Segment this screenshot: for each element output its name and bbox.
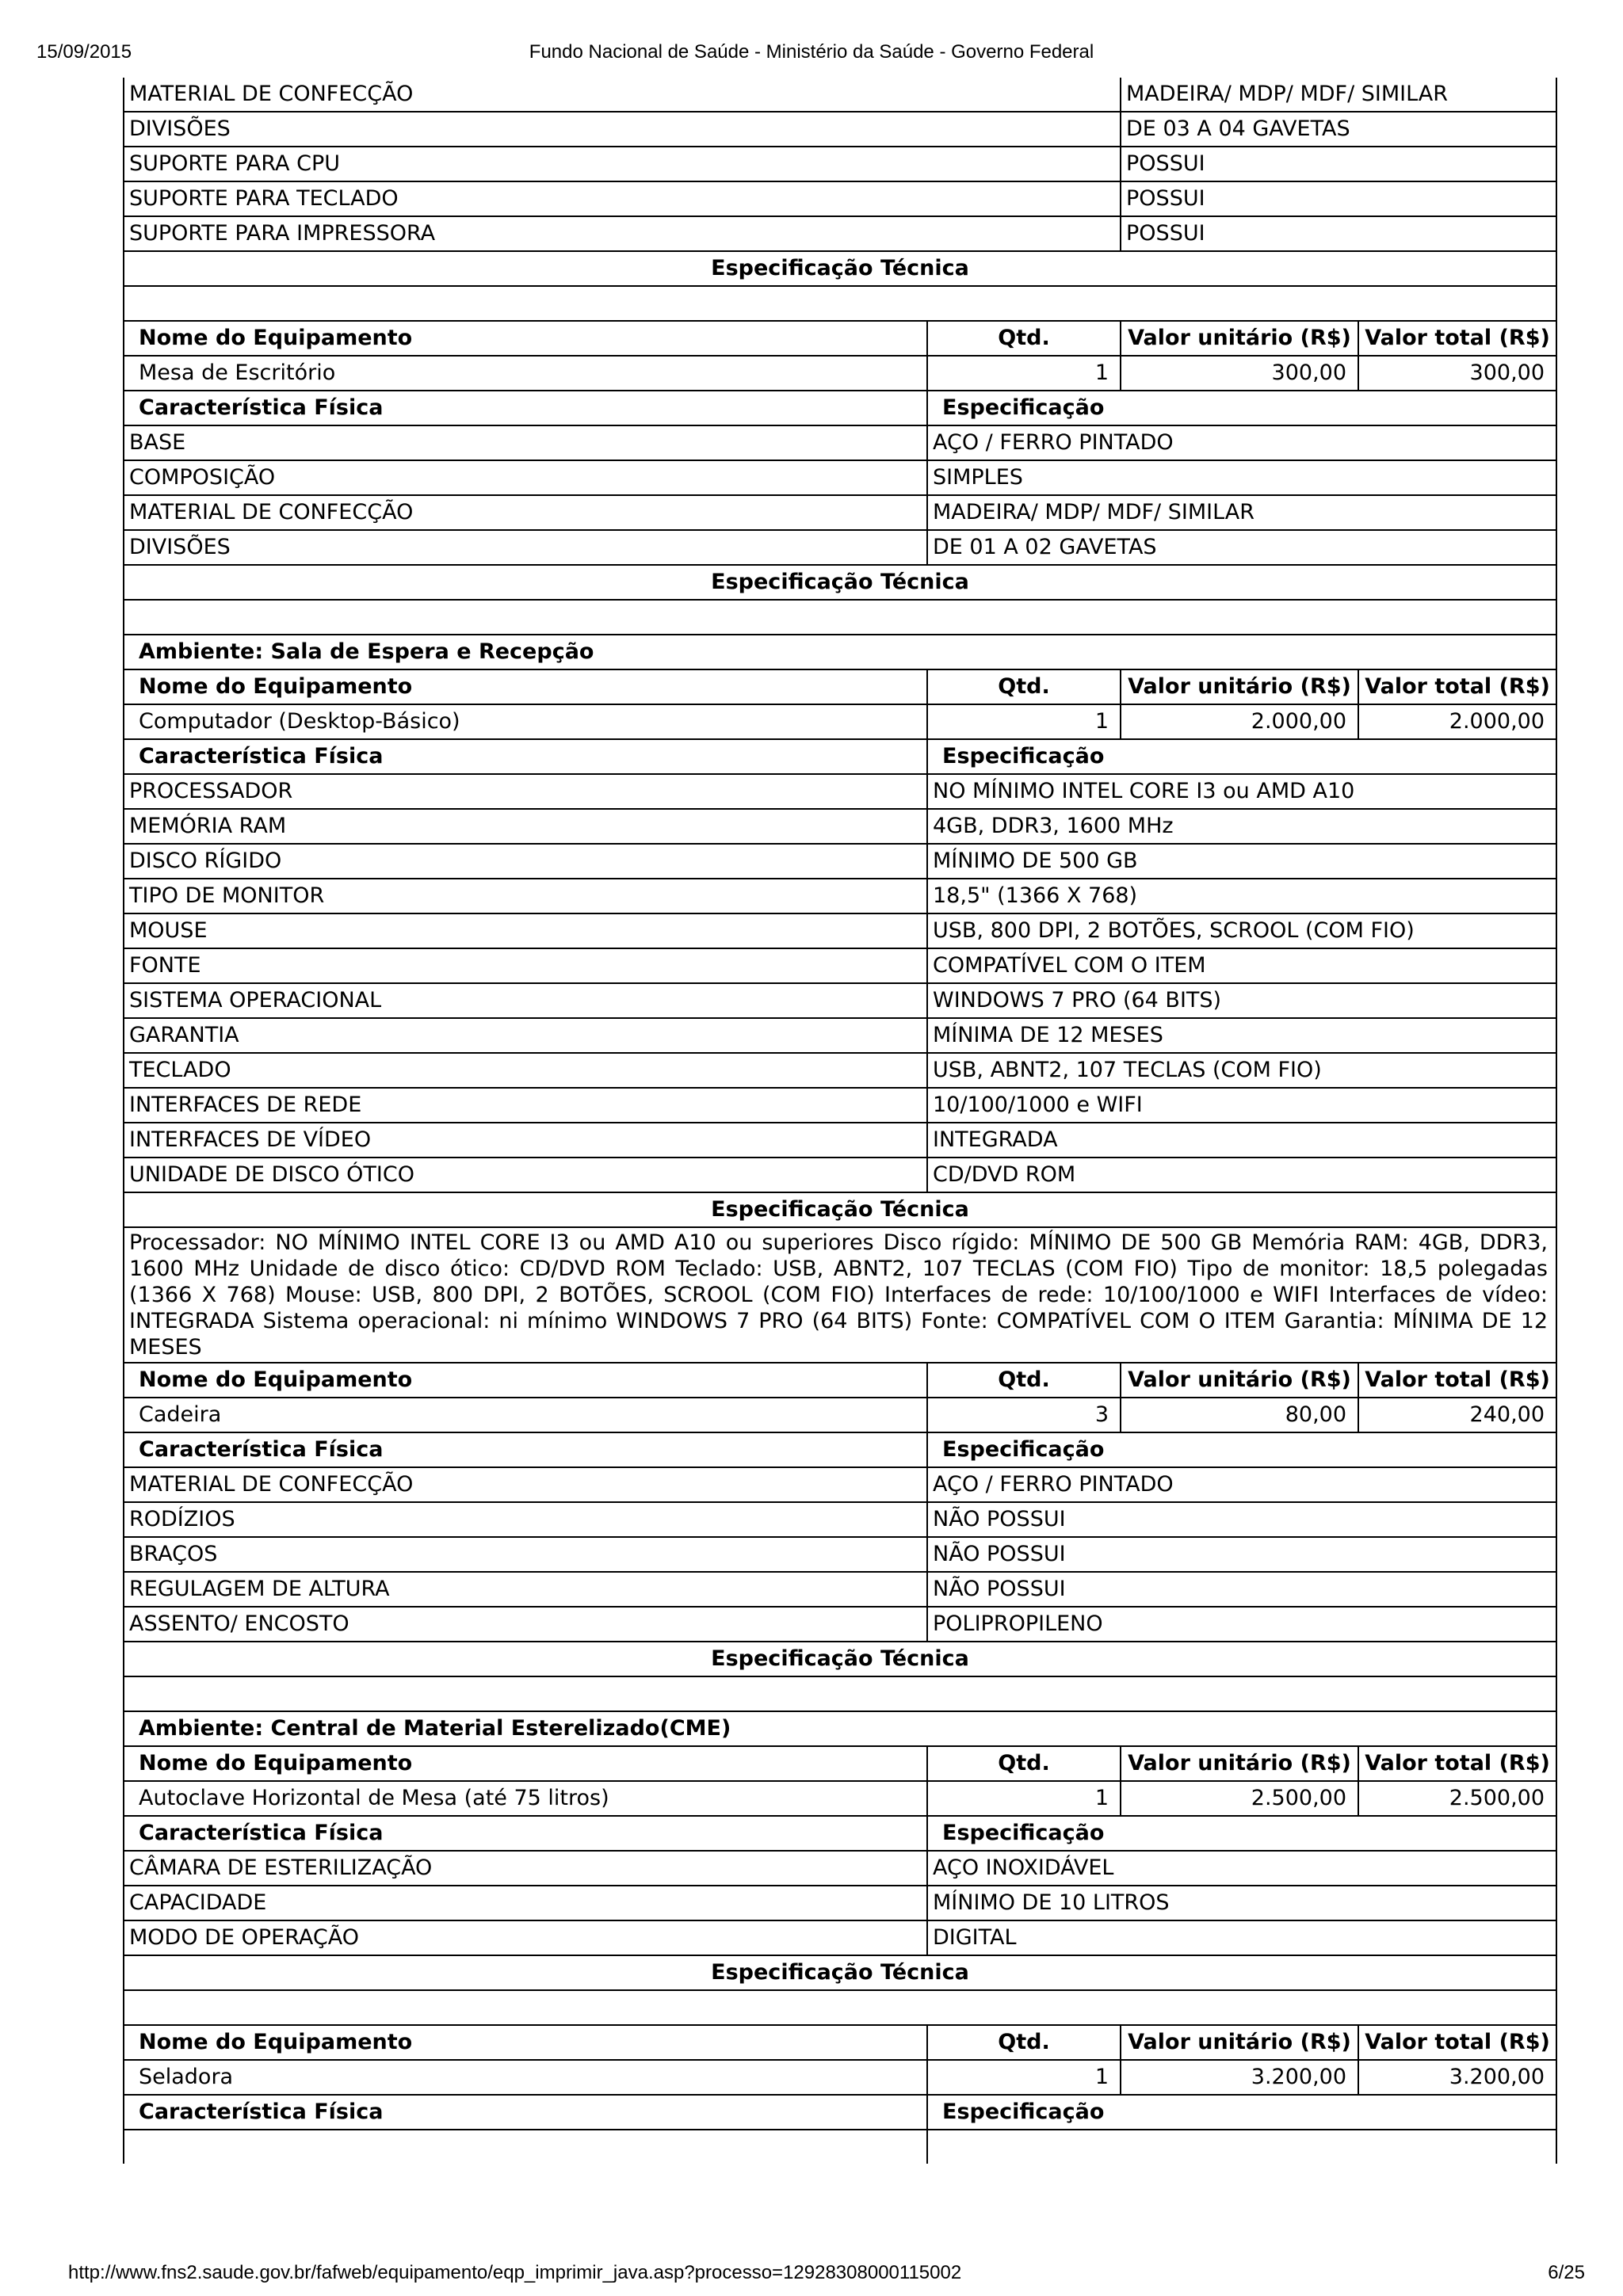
spec-row bbox=[124, 181, 1556, 216]
col-valor-unitario: Valor unitário (R$) bbox=[1121, 2025, 1358, 2060]
spec-row bbox=[124, 1123, 1556, 1158]
tech-spec-heading: Especificação Técnica bbox=[124, 1642, 1556, 1676]
col-valor-unitario: Valor unitário (R$) bbox=[1121, 1363, 1358, 1398]
col-qtd: Qtd. bbox=[927, 1746, 1121, 1781]
spec-key: FONTE bbox=[124, 948, 927, 983]
equipment-unit-price: 2.000,00 bbox=[1121, 704, 1358, 739]
spec-key: DIVISÕES bbox=[124, 530, 927, 565]
spec-row bbox=[124, 216, 1556, 251]
spec-value: WINDOWS 7 PRO (64 BITS) bbox=[927, 983, 1556, 1018]
col-especificacao: Especificação bbox=[927, 391, 1556, 425]
equipment-total-price: 300,00 bbox=[1358, 356, 1556, 391]
page-number: 6/25 bbox=[1548, 2262, 1585, 2283]
equipment-total-price: 2.000,00 bbox=[1358, 704, 1556, 739]
spec-key: GARANTIA bbox=[124, 1018, 927, 1053]
col-valor-total: Valor total (R$) bbox=[1358, 321, 1556, 356]
spec-row bbox=[124, 1467, 1556, 1502]
spec-row bbox=[124, 1053, 1556, 1088]
spec-value: USB, ABNT2, 107 TECLAS (COM FIO) bbox=[927, 1053, 1556, 1088]
spec-header-row bbox=[124, 739, 1556, 774]
col-nome: Nome do Equipamento bbox=[124, 1363, 927, 1398]
spec-row bbox=[124, 1018, 1556, 1053]
spec-value: DE 03 A 04 GAVETAS bbox=[1121, 112, 1556, 147]
col-nome: Nome do Equipamento bbox=[124, 669, 927, 704]
spec-row bbox=[124, 1088, 1556, 1123]
spec-key: ASSENTO/ ENCOSTO bbox=[124, 1607, 927, 1642]
spec-row bbox=[124, 78, 1556, 112]
equipment-unit-price: 300,00 bbox=[1121, 356, 1358, 391]
equipment-qty: 1 bbox=[927, 356, 1121, 391]
equipment-unit-price: 2.500,00 bbox=[1121, 1781, 1358, 1816]
spec-key: TIPO DE MONITOR bbox=[124, 879, 927, 913]
spec-key: COMPOSIÇÃO bbox=[124, 460, 927, 495]
spec-key: UNIDADE DE DISCO ÓTICO bbox=[124, 1158, 927, 1192]
spec-row bbox=[124, 1572, 1556, 1607]
spec-key: MEMÓRIA RAM bbox=[124, 809, 927, 844]
col-nome: Nome do Equipamento bbox=[124, 1746, 927, 1781]
equipment-header-row bbox=[124, 669, 1556, 704]
spec-value: AÇO / FERRO PINTADO bbox=[927, 1467, 1556, 1502]
spec-value: COMPATÍVEL COM O ITEM bbox=[927, 948, 1556, 983]
spec-value: 10/100/1000 e WIFI bbox=[927, 1088, 1556, 1123]
spec-row bbox=[124, 879, 1556, 913]
col-caracteristica: Característica Física bbox=[124, 1432, 927, 1467]
tech-spec-heading: Especificação Técnica bbox=[124, 1192, 1556, 1227]
col-especificacao: Especificação bbox=[927, 1432, 1556, 1467]
spec-value: 4GB, DDR3, 1600 MHz bbox=[927, 809, 1556, 844]
spec-row bbox=[124, 1607, 1556, 1642]
spec-value: USB, 800 DPI, 2 BOTÕES, SCROOL (COM FIO) bbox=[927, 913, 1556, 948]
equipment-table bbox=[123, 78, 1557, 2164]
spec-key: BRAÇOS bbox=[124, 1537, 927, 1572]
spec-value: MÍNIMO DE 500 GB bbox=[927, 844, 1556, 879]
ambiente-heading: Ambiente: Sala de Espera e Recepção bbox=[124, 635, 1556, 669]
spec-key: MODO DE OPERAÇÃO bbox=[124, 1920, 927, 1955]
spec-key: MOUSE bbox=[124, 913, 927, 948]
spec-row bbox=[124, 1920, 1556, 1955]
spec-key: SUPORTE PARA CPU bbox=[124, 147, 1121, 181]
spec-key: TECLADO bbox=[124, 1053, 927, 1088]
equipment-name: Autoclave Horizontal de Mesa (até 75 litros) bbox=[124, 1781, 927, 1816]
spec-key: MATERIAL DE CONFECÇÃO bbox=[124, 495, 927, 530]
spec-row bbox=[124, 809, 1556, 844]
equipment-row bbox=[124, 356, 1556, 391]
col-caracteristica: Característica Física bbox=[124, 391, 927, 425]
equipment-qty: 1 bbox=[927, 1781, 1121, 1816]
spec-key: CÂMARA DE ESTERILIZAÇÃO bbox=[124, 1851, 927, 1886]
print-date: 15/09/2015 bbox=[36, 41, 132, 63]
spec-key: DISCO RÍGIDO bbox=[124, 844, 927, 879]
tech-spec-text bbox=[124, 286, 1556, 321]
col-qtd: Qtd. bbox=[927, 321, 1121, 356]
col-especificacao: Especificação bbox=[927, 739, 1556, 774]
spec-value: POSSUI bbox=[1121, 181, 1556, 216]
tech-spec-text bbox=[124, 1676, 1556, 1711]
spec-row bbox=[124, 1502, 1556, 1537]
page-title: Fundo Nacional de Saúde - Ministério da Saúde - Governo Federal bbox=[529, 41, 1094, 63]
col-valor-total: Valor total (R$) bbox=[1358, 1746, 1556, 1781]
tech-spec-heading: Especificação Técnica bbox=[124, 1955, 1556, 1990]
spec-value: SIMPLES bbox=[927, 460, 1556, 495]
ambiente-heading: Ambiente: Central de Material Esterelizado(CME) bbox=[124, 1711, 1556, 1746]
spec-value: 18,5" (1366 X 768) bbox=[927, 879, 1556, 913]
spec-row bbox=[124, 460, 1556, 495]
col-qtd: Qtd. bbox=[927, 2025, 1121, 2060]
spec-value: NÃO POSSUI bbox=[927, 1537, 1556, 1572]
spec-value bbox=[927, 2130, 1556, 2164]
spec-row bbox=[124, 2130, 1556, 2164]
equipment-name: Computador (Desktop-Básico) bbox=[124, 704, 927, 739]
col-valor-unitario: Valor unitário (R$) bbox=[1121, 1746, 1358, 1781]
equipment-unit-price: 80,00 bbox=[1121, 1398, 1358, 1432]
spec-value: NÃO POSSUI bbox=[927, 1572, 1556, 1607]
equipment-row bbox=[124, 704, 1556, 739]
spec-key: REGULAGEM DE ALTURA bbox=[124, 1572, 927, 1607]
spec-key: DIVISÕES bbox=[124, 112, 1121, 147]
equipment-name: Cadeira bbox=[124, 1398, 927, 1432]
spec-value: AÇO INOXIDÁVEL bbox=[927, 1851, 1556, 1886]
equipment-name: Seladora bbox=[124, 2060, 927, 2095]
spec-value: DE 01 A 02 GAVETAS bbox=[927, 530, 1556, 565]
spec-key: SUPORTE PARA TECLADO bbox=[124, 181, 1121, 216]
spec-header-row bbox=[124, 391, 1556, 425]
tech-spec-heading: Especificação Técnica bbox=[124, 251, 1556, 286]
equipment-header-row bbox=[124, 1746, 1556, 1781]
spec-key: INTERFACES DE VÍDEO bbox=[124, 1123, 927, 1158]
spec-value: AÇO / FERRO PINTADO bbox=[927, 425, 1556, 460]
spec-value: MÍNIMO DE 10 LITROS bbox=[927, 1886, 1556, 1920]
spec-value: NÃO POSSUI bbox=[927, 1502, 1556, 1537]
spec-row bbox=[124, 425, 1556, 460]
spec-value: CD/DVD ROM bbox=[927, 1158, 1556, 1192]
spec-row bbox=[124, 1158, 1556, 1192]
col-valor-total: Valor total (R$) bbox=[1358, 669, 1556, 704]
tech-spec-text bbox=[124, 1990, 1556, 2025]
equipment-header-row bbox=[124, 2025, 1556, 2060]
spec-value: MÍNIMA DE 12 MESES bbox=[927, 1018, 1556, 1053]
tech-spec-text bbox=[124, 600, 1556, 635]
spec-value: NO MÍNIMO INTEL CORE I3 ou AMD A10 bbox=[927, 774, 1556, 809]
spec-row bbox=[124, 147, 1556, 181]
spec-row bbox=[124, 774, 1556, 809]
equipment-name: Mesa de Escritório bbox=[124, 356, 927, 391]
spec-value: POSSUI bbox=[1121, 147, 1556, 181]
spec-value: MADEIRA/ MDP/ MDF/ SIMILAR bbox=[927, 495, 1556, 530]
spec-row bbox=[124, 1851, 1556, 1886]
equipment-qty: 1 bbox=[927, 2060, 1121, 2095]
col-nome: Nome do Equipamento bbox=[124, 321, 927, 356]
col-valor-unitario: Valor unitário (R$) bbox=[1121, 669, 1358, 704]
tech-spec-text: Processador: NO MÍNIMO INTEL CORE I3 ou AMD A10 ou superiores Disco rígido: MÍNIMO DE 500 GB Memória RAM: 4GB, DDR3, 1600 MHz Unidade de disco ótico: CD/DVD ROM Teclado: USB, ABNT2, 107 TECLAS (COM FIO) Tipo de monitor: 18,5 polegadas (1366 X 768) Mouse: USB, 800 DPI, 2 BOTÕES, SCROOL (COM FIO) Interfaces de rede: 10/100/1000 e WIFI Interfaces de vídeo: INTEGRADA Sistema operacional: ni mínimo WINDOWS 7 PRO (64 BITS) Fonte: COMPATÍVEL COM O ITEM Garantia: MÍNIMA DE 12 MESES bbox=[124, 1227, 1556, 1363]
spec-key: MATERIAL DE CONFECÇÃO bbox=[124, 1467, 927, 1502]
spec-row bbox=[124, 1886, 1556, 1920]
spec-key: INTERFACES DE REDE bbox=[124, 1088, 927, 1123]
equipment-row bbox=[124, 1781, 1556, 1816]
spec-key: BASE bbox=[124, 425, 927, 460]
equipment-total-price: 3.200,00 bbox=[1358, 2060, 1556, 2095]
spec-row bbox=[124, 495, 1556, 530]
spec-key: CAPACIDADE bbox=[124, 1886, 927, 1920]
page-url: http://www.fns2.saude.gov.br/fafweb/equipamento/eqp_imprimir_java.asp?processo=12928308000115002 bbox=[68, 2262, 962, 2283]
equipment-qty: 1 bbox=[927, 704, 1121, 739]
col-valor-total: Valor total (R$) bbox=[1358, 2025, 1556, 2060]
spec-row bbox=[124, 844, 1556, 879]
col-especificacao: Especificação bbox=[927, 2095, 1556, 2130]
col-caracteristica: Característica Física bbox=[124, 739, 927, 774]
spec-key: RODÍZIOS bbox=[124, 1502, 927, 1537]
col-nome: Nome do Equipamento bbox=[124, 2025, 927, 2060]
col-qtd: Qtd. bbox=[927, 669, 1121, 704]
tech-spec-heading: Especificação Técnica bbox=[124, 565, 1556, 600]
equipment-total-price: 2.500,00 bbox=[1358, 1781, 1556, 1816]
spec-row bbox=[124, 983, 1556, 1018]
equipment-header-row bbox=[124, 1363, 1556, 1398]
spec-header-row bbox=[124, 1816, 1556, 1851]
spec-header-row bbox=[124, 1432, 1556, 1467]
equipment-header-row bbox=[124, 321, 1556, 356]
spec-value: MADEIRA/ MDP/ MDF/ SIMILAR bbox=[1121, 78, 1556, 112]
col-qtd: Qtd. bbox=[927, 1363, 1121, 1398]
col-caracteristica: Característica Física bbox=[124, 2095, 927, 2130]
spec-value: POSSUI bbox=[1121, 216, 1556, 251]
col-valor-unitario: Valor unitário (R$) bbox=[1121, 321, 1358, 356]
spec-key: MATERIAL DE CONFECÇÃO bbox=[124, 78, 1121, 112]
col-caracteristica: Característica Física bbox=[124, 1816, 927, 1851]
spec-row bbox=[124, 948, 1556, 983]
spec-key: SISTEMA OPERACIONAL bbox=[124, 983, 927, 1018]
spec-key: PROCESSADOR bbox=[124, 774, 927, 809]
spec-row bbox=[124, 112, 1556, 147]
equipment-total-price: 240,00 bbox=[1358, 1398, 1556, 1432]
equipment-row bbox=[124, 1398, 1556, 1432]
equipment-qty: 3 bbox=[927, 1398, 1121, 1432]
spec-value: INTEGRADA bbox=[927, 1123, 1556, 1158]
spec-header-row bbox=[124, 2095, 1556, 2130]
spec-value: DIGITAL bbox=[927, 1920, 1556, 1955]
col-valor-total: Valor total (R$) bbox=[1358, 1363, 1556, 1398]
spec-value: POLIPROPILENO bbox=[927, 1607, 1556, 1642]
equipment-unit-price: 3.200,00 bbox=[1121, 2060, 1358, 2095]
spec-row bbox=[124, 913, 1556, 948]
col-especificacao: Especificação bbox=[927, 1816, 1556, 1851]
spec-key: SUPORTE PARA IMPRESSORA bbox=[124, 216, 1121, 251]
spec-row bbox=[124, 530, 1556, 565]
spec-row bbox=[124, 1537, 1556, 1572]
spec-key bbox=[124, 2130, 927, 2164]
equipment-row bbox=[124, 2060, 1556, 2095]
